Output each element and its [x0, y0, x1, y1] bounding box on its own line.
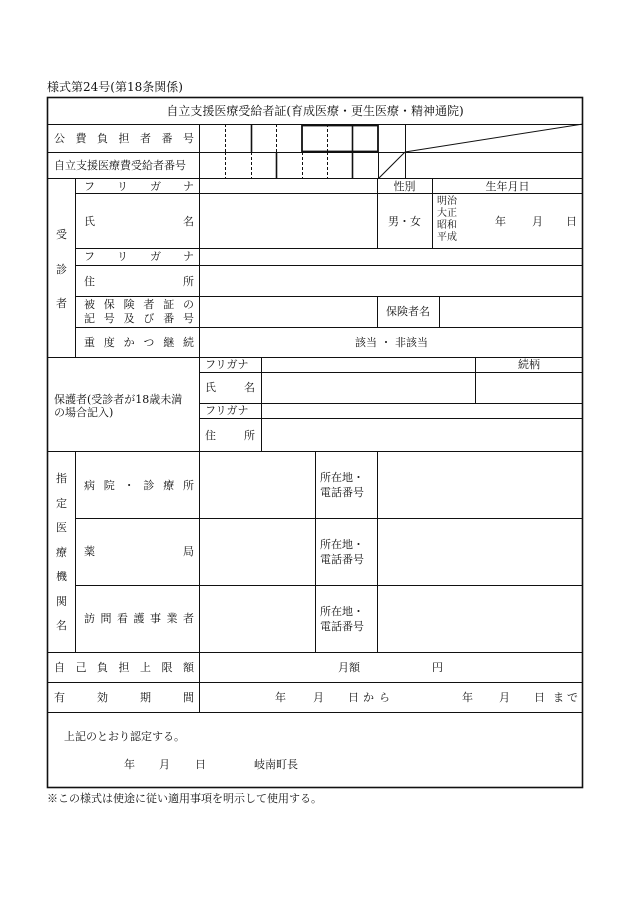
validity-to-year: 年 [462, 691, 473, 704]
gender-label: 性別 [393, 180, 416, 193]
insurer-name-label: 保険者名 [386, 305, 430, 318]
recipient-number-label: 自立支援医療費受給者番号 [54, 159, 186, 172]
era-heisei: 平成 [437, 232, 457, 243]
furigana-label-2: フ リ ガ ナ [84, 250, 194, 263]
nursing-location-label-1: 所在地・ [320, 605, 364, 618]
validity-from-month: 月 [313, 691, 324, 704]
birth-day: 日 [566, 215, 577, 228]
validity-from-label: から [363, 691, 395, 704]
validity-to-month: 月 [499, 691, 510, 704]
guardian-furigana-label-2: フリガナ [205, 404, 249, 417]
nursing-label: 訪 問 看 護 事 業 者 [84, 612, 194, 625]
era-showa: 昭和 [437, 220, 457, 231]
guardian-label-1: 保護者(受診者が18歳未満 [54, 393, 183, 406]
era-taisho: 大正 [437, 208, 457, 219]
insurance-cert-label-1: 被 保 険 者 証 の [84, 298, 194, 311]
footnote: ※この様式は使途に従い適用事項を明示して使用する。 [47, 792, 322, 805]
validity-to-label: まで [553, 691, 581, 704]
validity-from-year: 年 [275, 691, 286, 704]
guardian-label-2: の場合記入) [54, 406, 114, 419]
hospital-label: 病 院 ・ 診 療 所 [84, 479, 194, 492]
name-label: 氏 名 [84, 215, 194, 228]
gender-value: 男・女 [388, 215, 421, 228]
cert-month: 月 [159, 758, 170, 771]
cert-year: 年 [124, 758, 135, 771]
insurance-cert-label-2: 記 号 及 び 番 号 [84, 312, 194, 325]
era-meiji: 明治 [437, 196, 457, 207]
public-burden-number-label: 公 費 負 担 者 番 号 [54, 132, 194, 145]
pharmacy-location-label-1: 所在地・ [320, 538, 364, 551]
form-title: 自立支援医療受給者証(育成医療・更生医療・精神通院) [166, 104, 464, 118]
guardian-name-label: 氏 名 [205, 381, 255, 394]
patient-label: 受 診 者 [56, 228, 67, 310]
furigana-label: フ リ ガ ナ [84, 180, 194, 193]
guardian-furigana-label: フリガナ [205, 358, 249, 371]
cert-day: 日 [195, 758, 206, 771]
relation-label: 続柄 [518, 358, 540, 371]
limit-label: 自 己 負 担 上 限 額 [54, 661, 194, 674]
monthly-label: 月額 [338, 661, 360, 674]
form-border [48, 98, 583, 788]
designated-institution-label: 指 定 医 療 機 関 名 [56, 472, 67, 632]
severe-continuous-label: 重 度 か つ 継 続 [84, 336, 194, 349]
certification-statement: 上記のとおり認定する。 [64, 730, 185, 743]
birth-month: 月 [532, 215, 543, 228]
birth-year: 年 [495, 215, 506, 228]
validity-from-day: 日 [348, 691, 359, 704]
pharmacy-label: 薬 局 [84, 545, 194, 558]
hospital-location-label-1: 所在地・ [320, 471, 364, 484]
validity-to-day: 日 [534, 691, 545, 704]
guardian-address-label: 住 所 [205, 429, 255, 442]
address-label: 住 所 [84, 275, 194, 288]
validity-label: 有 効 期 間 [54, 691, 194, 704]
form-number: 様式第24号(第18条関係) [47, 80, 183, 94]
applicable-value: 該当 ・ 非該当 [355, 336, 428, 349]
pharmacy-location-label-2: 電話番号 [320, 553, 364, 566]
yen-label: 円 [432, 661, 443, 674]
issuer-name: 岐南町長 [254, 758, 298, 771]
nursing-location-label-2: 電話番号 [320, 620, 364, 633]
birth-date-label: 生年月日 [485, 180, 530, 193]
hospital-location-label-2: 電話番号 [320, 486, 364, 499]
